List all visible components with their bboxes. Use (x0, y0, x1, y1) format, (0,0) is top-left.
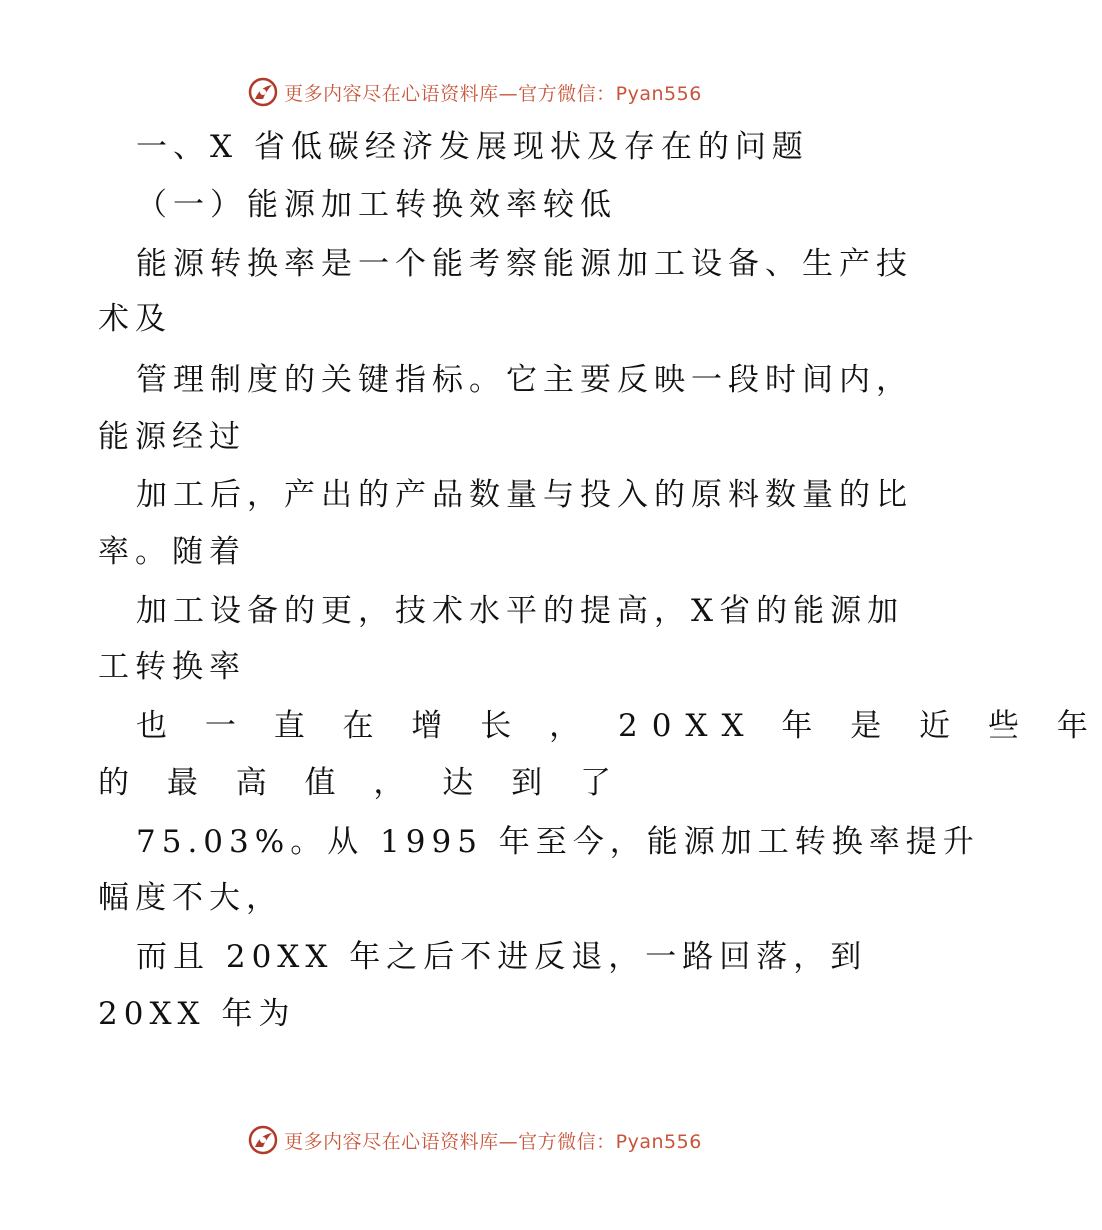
paragraph-line: 能源转换率是一个能考察能源加工设备、生产技 (136, 246, 913, 282)
banner-text: 更多内容尽在心语资料库—官方微信：Pyan556 (284, 1130, 702, 1153)
logo-icon (248, 77, 278, 107)
paragraph-line: 能源经过 (98, 419, 246, 455)
paragraph-line: 20XX 年为 (98, 996, 296, 1032)
paragraph-line: 管理制度的关键指标。它主要反映一段时间内， (136, 362, 913, 398)
paragraph-line: 75.03%。从 1995 年至今，能源加工转换率提升 (136, 824, 980, 860)
section-heading: 一、X 省低碳经济发展现状及存在的问题 (136, 129, 809, 165)
paragraph-line: 也 一 直 在 增 长 ， 20XX 年 是 近 些 年 (136, 708, 1102, 744)
paragraph-line: 的 最 高 值 ， 达 到 了 (98, 765, 625, 801)
paragraph-line: 加工后，产出的产品数量与投入的原料数量的比 (136, 477, 913, 513)
paragraph-line: 加工设备的更，技术水平的提高，X省的能源加 (136, 593, 905, 629)
header-banner (0, 72, 950, 112)
paragraph-line: 幅度不大， (98, 880, 283, 916)
paragraph-line: 术及 (98, 301, 172, 337)
footer-banner (0, 1120, 950, 1160)
paragraph-line: 而且 20XX 年之后不进反退，一路回落，到 (136, 939, 868, 975)
paragraph-line: 工转换率 (98, 649, 246, 685)
banner-text: 更多内容尽在心语资料库—官方微信：Pyan556 (284, 82, 702, 105)
logo-icon (248, 1125, 278, 1155)
paragraph-line: 率。随着 (98, 534, 246, 570)
subsection-heading: （一）能源加工转换效率较低 (136, 187, 617, 223)
